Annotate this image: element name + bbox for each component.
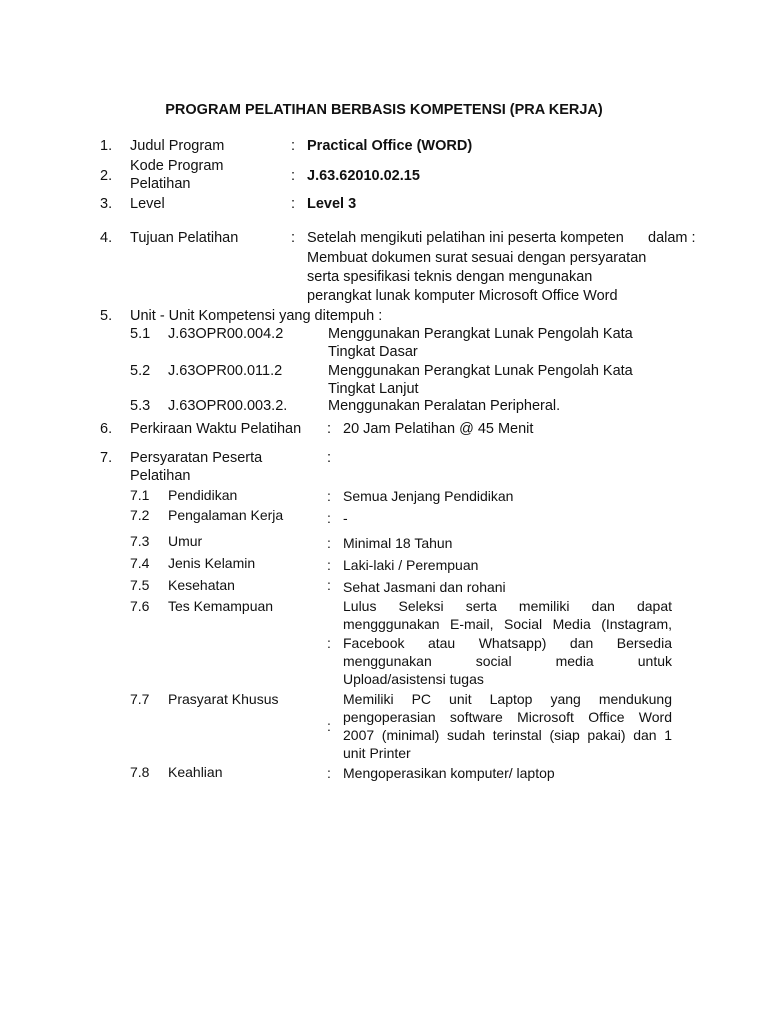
objective-overlap-text: dalam : — [648, 230, 696, 246]
colon: : — [291, 168, 296, 184]
sub-number: 7.6 — [130, 598, 150, 614]
sub-label: Umur — [168, 533, 203, 549]
sub-number: 7.8 — [130, 764, 150, 780]
item-label: Tujuan Pelatihan — [130, 230, 239, 246]
unit-title: Menggunakan Peralatan Peripheral. — [328, 398, 561, 414]
sub-number: 7.5 — [130, 577, 150, 593]
unit-number: 5.2 — [130, 363, 151, 379]
item-label: Kode Program — [130, 158, 224, 174]
item-label: Persyaratan Peserta — [130, 450, 263, 466]
sub-value: Sehat Jasmani dan rohani — [343, 579, 506, 595]
colon: : — [291, 230, 296, 246]
item-number: 3. — [100, 196, 113, 212]
item-number: 6. — [100, 421, 113, 437]
item-label: Pelatihan — [130, 176, 191, 192]
sub-value: - — [343, 510, 348, 526]
unit-code: J.63OPR00.011.2 — [168, 363, 283, 379]
unit-code: J.63OPR00.003.2. — [168, 398, 288, 414]
unit-number: 5.3 — [130, 398, 151, 414]
item-number: 5. — [100, 308, 113, 324]
item-number: 7. — [100, 450, 113, 466]
item-label: Perkiraan Waktu Pelatihan — [130, 421, 302, 437]
sub-value: Mengoperasikan komputer/ laptop — [343, 765, 555, 781]
sub-value-line: unit Printer — [343, 745, 411, 761]
colon: : — [327, 535, 331, 551]
item-label: Pelatihan — [130, 468, 191, 484]
sub-value: Laki-laki / Perempuan — [343, 557, 479, 573]
colon: : — [327, 557, 331, 573]
objective-line: Membuat dokumen surat sesuai dengan persyaratan — [307, 250, 647, 266]
level-value: Level 3 — [307, 196, 357, 212]
item-label: Unit - Unit Kompetensi yang ditempuh : — [130, 308, 383, 324]
colon: : — [291, 196, 296, 212]
sub-value-line: 2007 (minimal) sudah terinstal (siap pakai) dan 1 — [343, 727, 672, 743]
sub-value-line: Lulus Seleksi serta memiliki dan dapat — [343, 598, 672, 614]
program-code-value: J.63.62010.02.15 — [307, 168, 420, 184]
sub-label: Pengalaman Kerja — [168, 507, 284, 523]
item-label: Judul Program — [130, 138, 225, 154]
colon: : — [327, 635, 331, 651]
sub-value-line: Facebook atau Whatsapp) dan Bersedia — [343, 635, 672, 651]
colon: : — [327, 577, 331, 593]
sub-label: Keahlian — [168, 764, 223, 780]
objective-line: perangkat lunak komputer Microsoft Office Word — [307, 288, 618, 304]
unit-code: J.63OPR00.004.2 — [168, 326, 284, 342]
sub-value-line: pengoperasian software Microsoft Office Word — [343, 709, 672, 725]
colon: : — [327, 421, 332, 437]
unit-title: Menggunakan Perangkat Lunak Pengolah Kata — [328, 326, 633, 342]
sub-value-line: mengggunakan E-mail, Social Media (Instagram, — [343, 616, 672, 632]
sub-number: 7.4 — [130, 555, 150, 571]
colon: : — [327, 718, 331, 734]
sub-value-line: Memiliki PC unit Laptop yang mendukung — [343, 691, 672, 707]
sub-number: 7.2 — [130, 507, 150, 523]
sub-label: Tes Kemampuan — [168, 598, 274, 614]
sub-label: Pendidikan — [168, 487, 238, 503]
unit-number: 5.1 — [130, 326, 151, 342]
unit-title: Tingkat Dasar — [328, 344, 418, 360]
unit-title: Tingkat Lanjut — [328, 381, 419, 397]
sub-number: 7.1 — [130, 487, 150, 503]
unit-title: Menggunakan Perangkat Lunak Pengolah Kata — [328, 363, 633, 379]
item-number: 1. — [100, 138, 113, 154]
program-title-value: Practical Office (WORD) — [307, 138, 473, 154]
sub-value-line: menggunakan social media untuk — [343, 653, 672, 669]
duration-value: 20 Jam Pelatihan @ 45 Menit — [343, 421, 534, 437]
objective-line: serta spesifikasi teknis dengan mengunakan — [307, 269, 593, 285]
colon: : — [327, 765, 331, 781]
objective-line: Setelah mengikuti pelatihan ini peserta kompeten — [307, 230, 624, 246]
colon: : — [327, 488, 331, 504]
colon: : — [291, 138, 296, 154]
sub-value-line: Upload/asistensi tugas — [343, 671, 484, 687]
item-number: 4. — [100, 230, 113, 246]
item-label: Level — [130, 196, 165, 212]
sub-value: Semua Jenjang Pendidikan — [343, 488, 514, 504]
sub-label: Prasyarat Khusus — [168, 691, 279, 707]
sub-label: Jenis Kelamin — [168, 555, 256, 571]
sub-number: 7.3 — [130, 533, 150, 549]
sub-number: 7.7 — [130, 691, 150, 707]
sub-label: Kesehatan — [168, 577, 235, 593]
document-title: PROGRAM PELATIHAN BERBASIS KOMPETENSI (PRA KERJA) — [165, 102, 603, 118]
item-number: 2. — [100, 168, 113, 184]
colon: : — [327, 510, 331, 526]
colon: : — [327, 450, 332, 466]
sub-value: Minimal 18 Tahun — [343, 535, 453, 551]
